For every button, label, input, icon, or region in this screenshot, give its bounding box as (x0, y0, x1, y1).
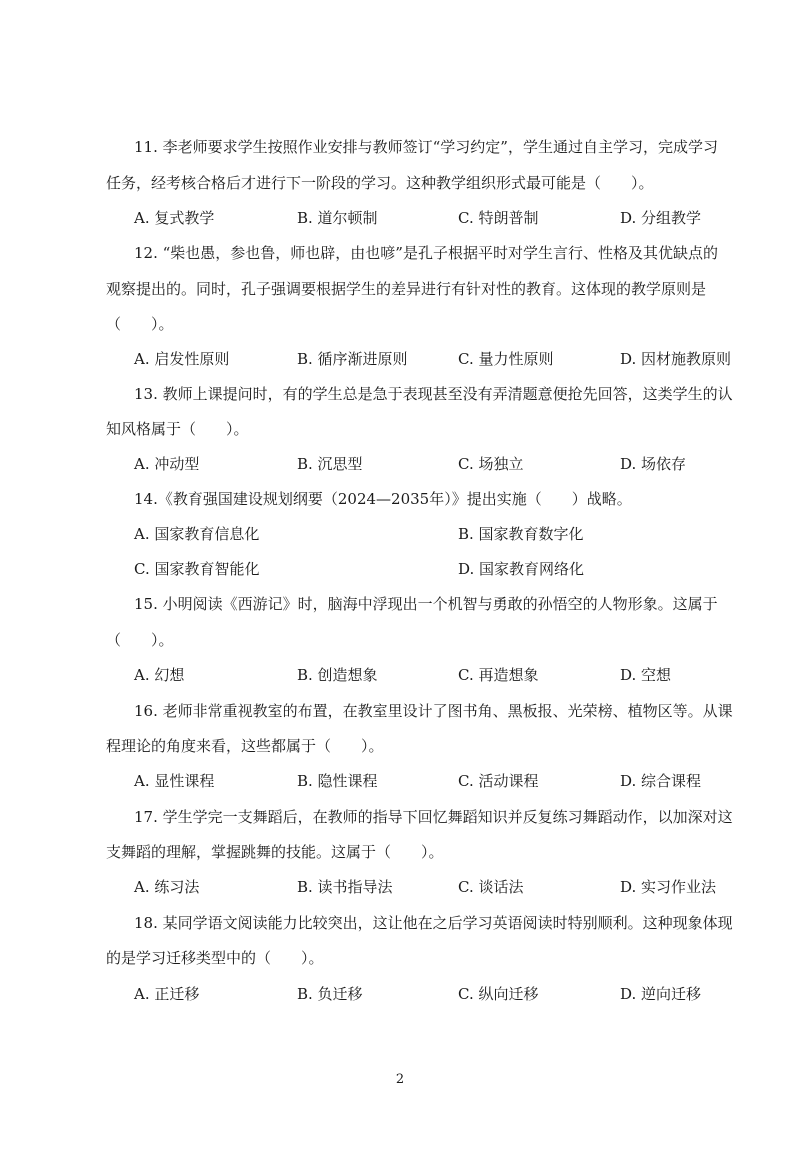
question-11-line-1: 11. 李老师要求学生按照作业安排与教师签订“学习约定”，学生通过自主学习，完成学习 (134, 138, 718, 156)
question-17-option-b: B. 读书指导法 (297, 878, 393, 896)
question-16-option-b: B. 隐性课程 (297, 772, 378, 790)
question-17-option-a: A. 练习法 (134, 878, 200, 896)
question-11-option-a: A. 复式教学 (134, 209, 215, 227)
question-17-option-c: C. 谈话法 (458, 878, 524, 896)
question-12-line-3: （ ）。 (106, 315, 174, 333)
page-number: 2 (395, 1072, 405, 1087)
question-13-line-1: 13. 教师上课提问时，有的学生总是急于表现甚至没有弄清题意便抢先回答，这类学生的认 (134, 385, 733, 403)
question-13-option-b: B. 沉思型 (297, 455, 363, 473)
question-16-option-c: C. 活动课程 (458, 772, 539, 790)
question-12-option-b: B. 循序渐进原则 (297, 350, 408, 368)
question-12-line-2: 观察提出的。同时，孔子强调要根据学生的差异进行有针对性的教育。这体现的教学原则是 (106, 280, 707, 298)
question-18-option-a: A. 正迁移 (134, 985, 200, 1003)
question-18-line-1: 18. 某同学语文阅读能力比较突出，这让他在之后学习英语阅读时特别顺利。这种现象体现 (134, 914, 733, 932)
question-17-line-2: 支舞蹈的理解，掌握跳舞的技能。这属于（ ）。 (106, 843, 444, 861)
question-15-option-b: B. 创造想象 (297, 666, 378, 684)
question-16-option-a: A. 显性课程 (134, 772, 215, 790)
question-14-option-d: D. 国家教育网络化 (458, 560, 585, 578)
question-18-option-c: C. 纵向迁移 (458, 985, 539, 1003)
question-16-option-d: D. 综合课程 (620, 772, 702, 790)
question-12-option-c: C. 量力性原则 (458, 350, 554, 368)
question-11-option-c: C. 特朗普制 (458, 209, 539, 227)
question-17-line-1: 17. 学生学完一支舞蹈后，在教师的指导下回忆舞蹈知识并反复练习舞蹈动作，以加深对这 (134, 808, 733, 826)
question-17-option-d: D. 实习作业法 (620, 878, 717, 896)
question-12-option-a: A. 启发性原则 (134, 350, 230, 368)
question-15-line-2: （ ）。 (106, 631, 174, 649)
question-12-option-d: D. 因材施教原则 (620, 350, 732, 368)
question-14-option-b: B. 国家教育数字化 (458, 525, 584, 543)
question-18-option-d: D. 逆向迁移 (620, 985, 702, 1003)
question-14-option-c: C. 国家教育智能化 (134, 560, 260, 578)
question-11-option-d: D. 分组教学 (620, 209, 702, 227)
question-11-line-2: 任务，经考核合格后才进行下一阶段的学习。这种教学组织形式最可能是（ ）。 (106, 174, 654, 192)
question-12-line-1: 12. “柴也愚，参也鲁，师也辟，由也喭”是孔子根据平时对学生言行、性格及其优缺点的 (134, 244, 718, 262)
question-13-option-a: A. 冲动型 (134, 455, 200, 473)
question-15-option-c: C. 再造想象 (458, 666, 539, 684)
question-16-line-1: 16. 老师非常重视教室的布置，在教室里设计了图书角、黑板报、光荣榜、植物区等。从课 (134, 702, 733, 720)
question-13-option-d: D. 场依存 (620, 455, 687, 473)
question-18-option-b: B. 负迁移 (297, 985, 363, 1003)
question-15-option-d: D. 空想 (620, 666, 672, 684)
question-15-option-a: A. 幻想 (134, 666, 185, 684)
question-15-line-1: 15. 小明阅读《西游记》时，脑海中浮现出一个机智与勇敢的孙悟空的人物形象。这属于 (134, 595, 718, 613)
question-16-line-2: 程理论的角度来看，这些都属于（ ）。 (106, 737, 384, 755)
question-14-option-a: A. 国家教育信息化 (134, 525, 260, 543)
question-13-option-c: C. 场独立 (458, 455, 524, 473)
question-14-line-1: 14.《教育强国建设规划纲要（2024—2035年）》提出实施（ ）战略。 (134, 490, 632, 508)
question-13-line-2: 知风格属于（ ）。 (106, 420, 249, 438)
question-11-option-b: B. 道尔顿制 (297, 209, 378, 227)
question-18-line-2: 的是学习迁移类型中的（ ）。 (106, 949, 324, 967)
